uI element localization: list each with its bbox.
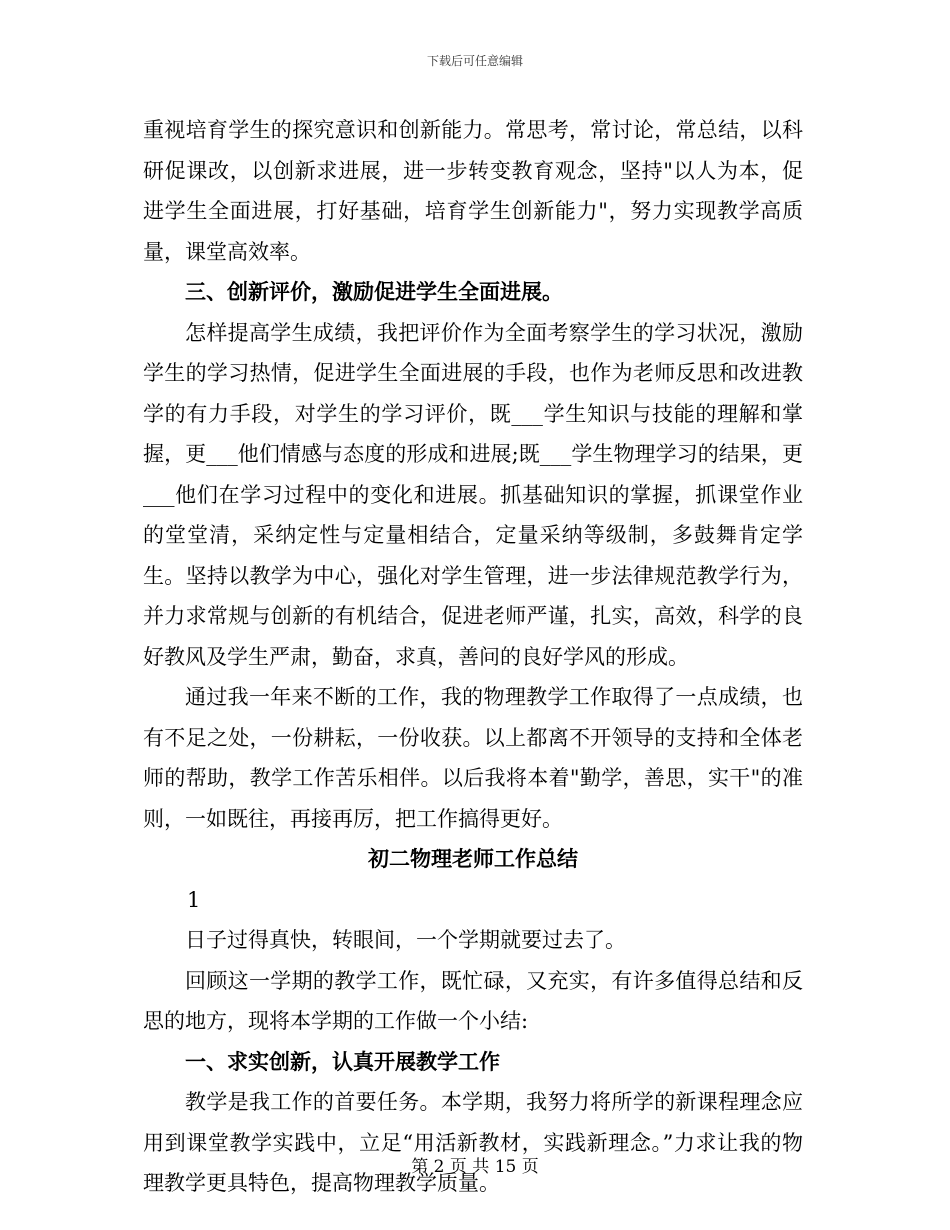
paragraph: 怎样提高学生成绩，我把评价作为全面考察学生的学习状况，激励学生的学习热情，促进学生全面进展的手段，也作为老师反思和改进教学的有力手段，对学生的学习评价，既___学生知识与技能的理解和掌握，更___他们情感与态度的形成和进展;既___学生物理学习的结果，更___他们在学习过程中的变化和进展。抓基础知识的掌握，抓课堂作业的堂堂清，采纳定性与定量相结合，定量采纳等级制，多鼓舞肯定学生。坚持以教学为中心，强化对学生管理，进一步法律规范教学行为，并力求常规与创新的有机结合，促进老师严谨，扎实，高效，科学的良好教风及学生严肃，勤奋，求真，善问的良好学风的形成。 bbox=[143, 320, 803, 669]
section-number: 1 bbox=[187, 887, 201, 912]
paragraph: 通过我一年来不断的工作，我的物理教学工作取得了一点成绩，也有不足之处，一份耕耘，一份收获。以上都离不开领导的支持和全体老师的帮助，教学工作苦乐相伴。以后我将本着"勤学，善思，实干"的准则，一如既往，再接再厉，把工作搞得更好。 bbox=[143, 685, 803, 831]
paragraph: 日子过得真快，转眼间，一个学期就要过去了。 bbox=[185, 928, 626, 952]
page-footer: 第 2 页 共 15 页 bbox=[411, 1157, 539, 1177]
paragraph: 教学是我工作的首要任务。本学期，我努力将所学的新课程理念应用到课堂教学实践中，立足“用活新教材，实践新理念。”力求让我的物理教学更具特色，提高物理教学质量。 bbox=[143, 1090, 803, 1195]
section-heading: 一、求实创新，认真开展教学工作 bbox=[185, 1048, 500, 1074]
section-heading: 三、创新评价，激励促进学生全面进展。 bbox=[185, 279, 563, 304]
document-title: 初二物理老师工作总结 bbox=[368, 846, 578, 871]
document-body bbox=[143, 110, 803, 1204]
paragraph: 重视培育学生的探究意识和创新能力。常思考，常讨论，常总结，以科研促课改，以创新求进展，进一步转变教育观念，坚持"以人为本，促进学生全面进展，打好基础，培育学生创新能力"，努力实现教学高质量，课堂高效率。 bbox=[143, 118, 803, 264]
paragraph: 回顾这一学期的教学工作，既忙碌，又充实，有许多值得总结和反思的地方，现将本学期的工作做一个小结: bbox=[143, 968, 803, 1033]
page-header: 下载后可任意编辑 bbox=[426, 54, 523, 68]
